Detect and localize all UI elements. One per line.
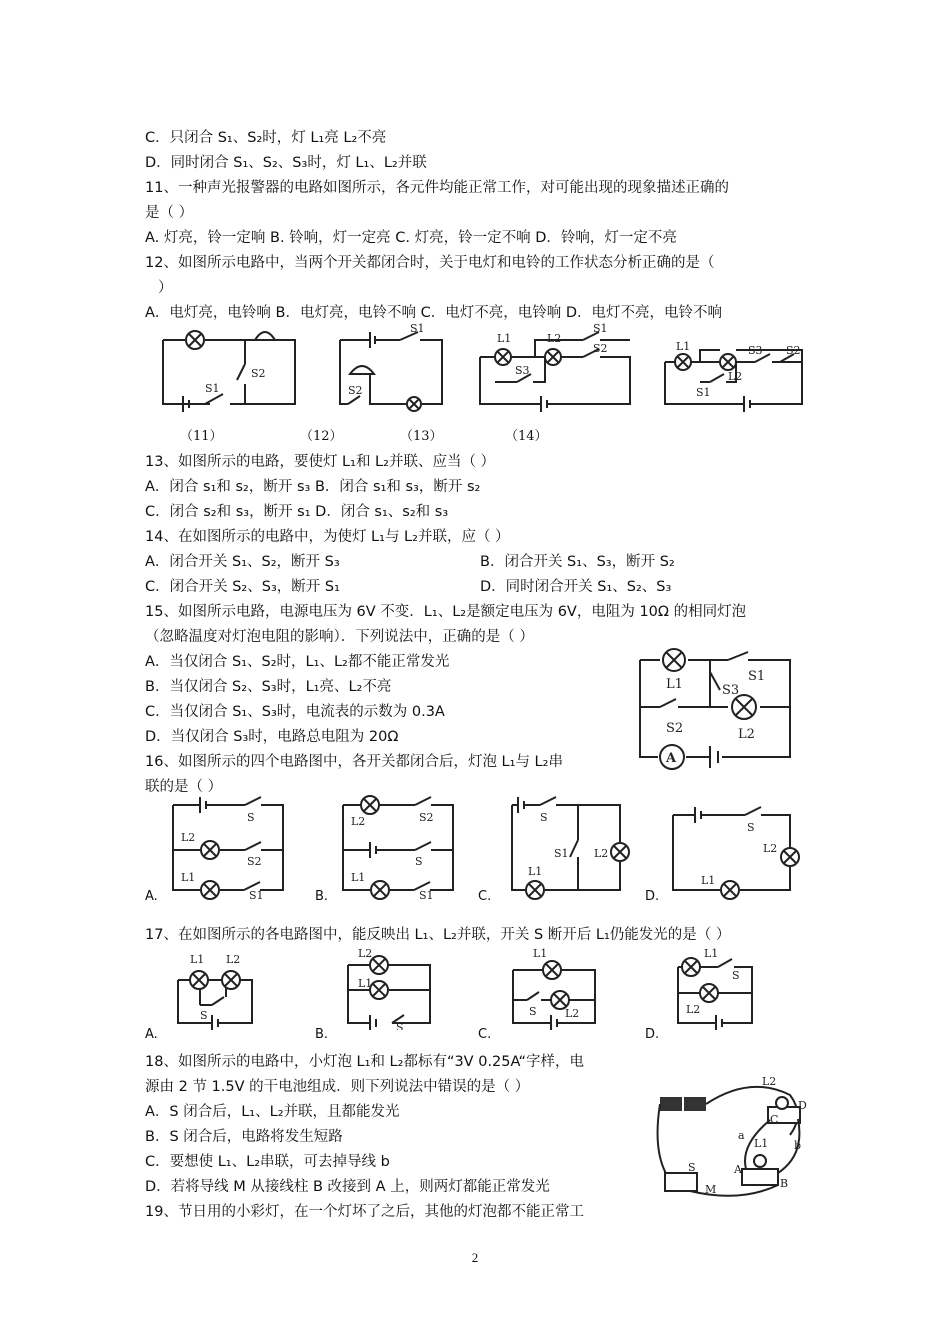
label-l1: L1	[666, 677, 683, 692]
label-s1: S1	[419, 889, 434, 900]
question-18-option-b: B．S 闭合后，电路将发生短路	[145, 1129, 343, 1145]
option-letter-b: B.	[315, 1027, 329, 1042]
label-l1: L1	[190, 953, 205, 966]
label-l2: L2	[226, 953, 241, 966]
option-letter-c: C.	[478, 889, 492, 904]
label-l2: L2	[738, 727, 755, 742]
question-15-option-b: B．当仅闭合 S₂、S₃时，L₁亮、L₂不亮	[145, 679, 392, 695]
label-s: S	[688, 1161, 696, 1174]
caption-12: （12）	[300, 429, 343, 444]
label-wire-a: a	[738, 1129, 745, 1142]
question-17: 17、在如图所示的各电路图中，能反映出 L₁、L₂并联，开关 S 断开后 L₁仍能发光的是（ ）	[145, 927, 731, 943]
circuit-14	[660, 322, 810, 412]
label-s2: S2	[666, 721, 684, 736]
question-13-options-cd: C．闭合 s₂和 s₃，断开 s₁ D．闭合 s₁、s₂和 s₃	[145, 504, 449, 520]
option-letter-c: C.	[478, 1027, 492, 1042]
option-d-prev: D．同时闭合 S₁、S₂、S₃时，灯 L₁、L₂并联	[145, 155, 427, 171]
label-l1: L1	[704, 947, 719, 960]
label-s: S	[540, 811, 548, 824]
question-15-option-a: A．当仅闭合 S₁、S₂时，L₁、L₂都不能正常发光	[145, 654, 450, 670]
question-11: 11、一种声光报警器的电路如图所示，各元件均能正常工作，对可能出现的现象描述正确的	[145, 180, 729, 196]
label-s2: S2	[786, 344, 801, 357]
circuit-17-a	[170, 945, 270, 1030]
ammeter-label: A	[666, 751, 677, 766]
label-s3: S3	[748, 344, 763, 357]
question-18-option-a: A．S 闭合后，L₁、L₂并联，且都能发光	[145, 1104, 400, 1120]
option-c-prev: C．只闭合 S₁、S₂时，灯 L₁亮 L₂不亮	[145, 130, 387, 146]
label-l1: L1	[533, 947, 548, 960]
question-16-cont: 联的是（ ）	[145, 779, 223, 795]
label-l2: L2	[686, 1003, 701, 1016]
label-b-terminal: B	[780, 1177, 789, 1190]
question-14-option-a: A．闭合开关 S₁、S₂，断开 S₃	[145, 554, 340, 570]
circuit-17-d	[670, 945, 770, 1030]
circuit-17-b	[340, 945, 440, 1030]
question-15-option-d: D．当仅闭合 S₃时，电路总电阻为 20Ω	[145, 729, 399, 745]
circuit-16-a	[165, 795, 290, 900]
label-s1: S1	[249, 889, 264, 900]
option-letter-d: D.	[645, 889, 660, 904]
question-12: 12、如图所示电路中，当两个开关都闭合时，关于电灯和电铃的工作状态分析正确的是（	[145, 255, 715, 271]
question-18-option-d: D．若将导线 M 从接线柱 B 改接到 A 上，则两灯都能正常发光	[145, 1179, 550, 1195]
question-14-option-d: D．同时闭合开关 S₁、S₂、S₃	[480, 579, 672, 595]
label-s3: S3	[722, 683, 740, 698]
label-l2: L2	[763, 842, 778, 855]
question-18: 18、如图所示的电路中，小灯泡 L₁和 L₂都标有“3V 0.25A“字样，电	[145, 1054, 585, 1070]
label-l1: L1	[181, 871, 196, 884]
label-l2: L2	[728, 370, 743, 383]
label-s2: S2	[348, 384, 363, 397]
label-l2: L2	[358, 947, 373, 960]
question-16: 16、如图所示的四个电路图中，各开关都闭合后，灯泡 L₁与 L₂串	[145, 754, 563, 770]
label-s2: S2	[593, 342, 608, 355]
page-number: 2	[471, 1250, 479, 1265]
option-letter-b: B.	[315, 889, 329, 904]
circuit-15	[630, 642, 800, 777]
label-l2: L2	[594, 847, 609, 860]
option-letter-d: D.	[645, 1027, 660, 1042]
question-19: 19、节日用的小彩灯，在一个灯坏了之后，其他的灯泡都不能正常工	[145, 1204, 584, 1220]
label-s2: S2	[251, 367, 266, 380]
label-m: M	[705, 1183, 717, 1196]
label-s: S	[747, 821, 755, 834]
label-s: S	[529, 1005, 537, 1018]
label-s: S	[415, 855, 423, 868]
label-s3: S3	[515, 364, 530, 377]
question-14-option-b: B．闭合开关 S₁、S₃，断开 S₂	[480, 554, 675, 570]
circuit-16-b	[335, 795, 460, 900]
circuit-18-physical	[650, 1075, 815, 1205]
question-12-cont: ）	[158, 280, 173, 296]
label-s1: S1	[748, 669, 766, 684]
label-s1: S1	[554, 847, 569, 860]
label-s1: S1	[205, 382, 220, 395]
label-l1: L1	[358, 977, 373, 990]
option-letter-a: A.	[145, 889, 158, 904]
option-letter-a: A.	[145, 1027, 158, 1042]
caption-14: （14）	[505, 429, 548, 444]
question-15: 15、如图所示电路，电源电压为 6V 不变．L₁、L₂是额定电压为 6V，电阻为 10Ω 的相同灯泡	[145, 604, 747, 620]
question-12-options: A．电灯亮，电铃响 B．电灯亮，电铃不响 C．电灯不亮，电铃响 D．电灯不亮，电铃不响	[145, 305, 722, 321]
question-14-option-c: C．闭合开关 S₂、S₃，断开 S₁	[145, 579, 340, 595]
question-11-cont: 是（ ）	[145, 205, 194, 221]
label-s: S	[732, 969, 740, 982]
label-s1: S1	[696, 386, 711, 399]
label-d: D	[798, 1099, 807, 1112]
question-11-options: A. 灯亮，铃一定响 B. 铃响，灯一定亮 C. 灯亮，铃一定不响 D．铃响，灯一定不亮	[145, 230, 677, 246]
question-15-cont: （忽略温度对灯泡电阻的影响）．下列说法中，正确的是（ ）	[145, 629, 534, 645]
circuit-12	[330, 322, 450, 412]
label-wire-b: b	[794, 1139, 802, 1152]
label-l2: L2	[181, 831, 196, 844]
question-14: 14、在如图所示的电路中，为使灯 L₁与 L₂并联，应（ ）	[145, 529, 510, 545]
label-l1: L1	[701, 874, 716, 887]
question-18-cont: 源由 2 节 1.5V 的干电池组成．则下列说法中错误的是（ ）	[145, 1079, 530, 1095]
circuit-11	[155, 322, 305, 412]
label-s2: S2	[247, 855, 262, 868]
label-l2: L2	[565, 1007, 580, 1020]
label-a: A	[734, 1163, 742, 1176]
label-l2: L2	[762, 1075, 777, 1088]
circuit-13	[475, 322, 635, 412]
question-13-options-ab: A．闭合 s₁和 s₂，断开 s₃ B．闭合 s₁和 s₃，断开 s₂	[145, 479, 481, 495]
circuit-16-c	[500, 795, 630, 900]
label-l1: L1	[754, 1137, 769, 1150]
label-l2: L2	[351, 815, 366, 828]
question-13: 13、如图所示的电路，要使灯 L₁和 L₂并联、应当（ ）	[145, 454, 496, 470]
label-s1: S1	[410, 322, 425, 335]
label-s: S	[396, 1021, 404, 1030]
label-s: S	[247, 811, 255, 824]
question-18-option-c: C．要想使 L₁、L₂串联，可去掉导线 b	[145, 1154, 390, 1170]
circuit-17-c	[505, 945, 605, 1030]
label-l1: L1	[676, 340, 691, 353]
label-c: C	[770, 1113, 779, 1126]
label-l1: L1	[351, 871, 366, 884]
label-l1: L1	[497, 332, 512, 345]
label-s1: S1	[593, 322, 608, 335]
label-l2: L2	[547, 332, 562, 345]
label-l1: L1	[528, 865, 543, 878]
circuit-16-d	[665, 800, 805, 900]
caption-13: （13）	[400, 429, 443, 444]
caption-11: （11）	[180, 429, 223, 444]
question-15-option-c: C．当仅闭合 S₁、S₃时，电流表的示数为 0.3A	[145, 704, 445, 720]
label-s: S	[200, 1009, 208, 1022]
label-s2: S2	[419, 811, 434, 824]
